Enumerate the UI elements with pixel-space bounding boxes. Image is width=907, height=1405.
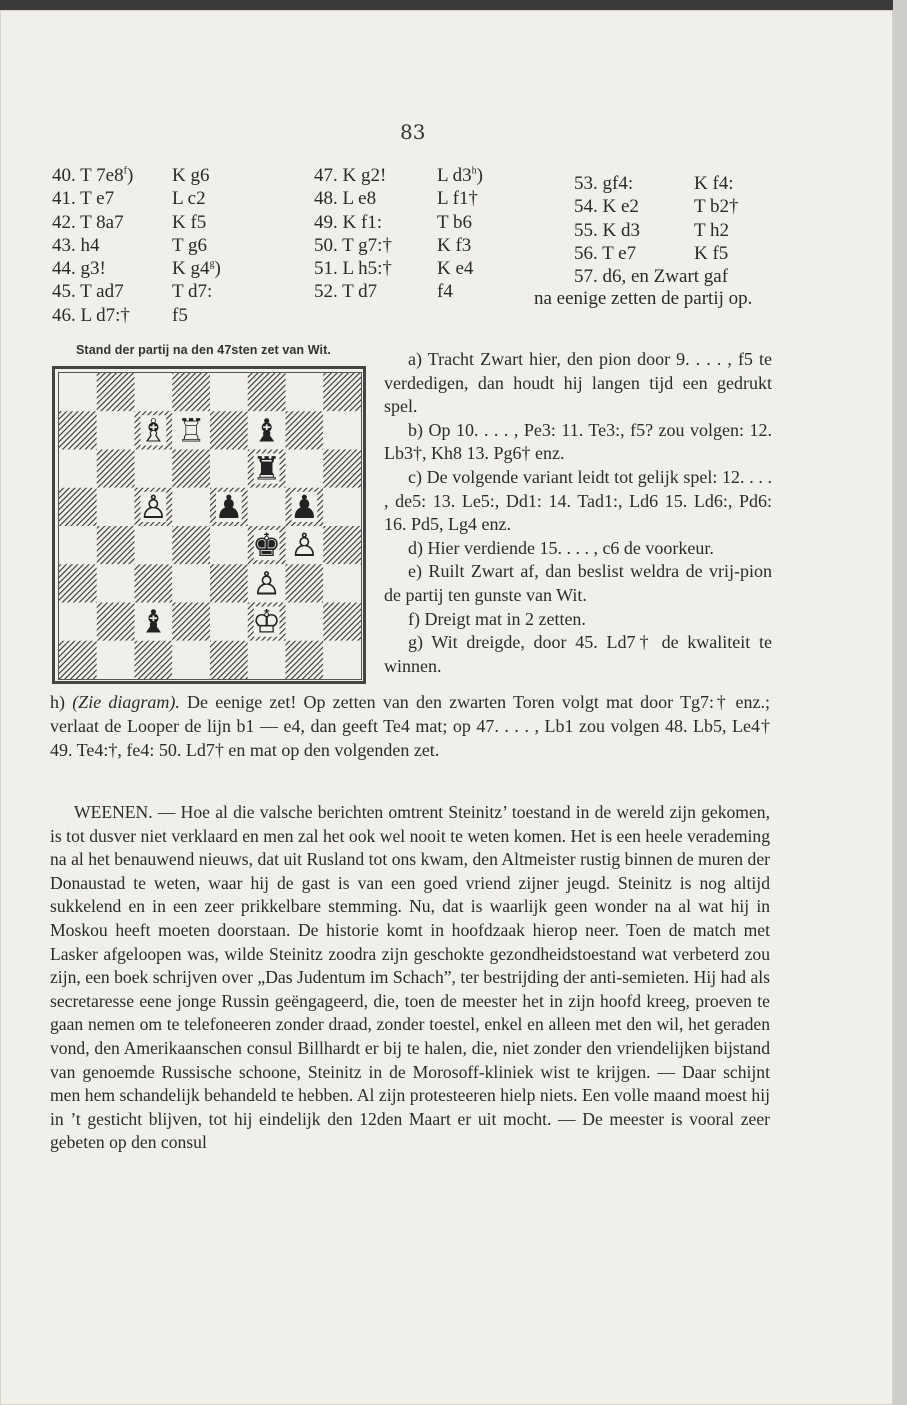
move-row	[574, 265, 739, 288]
move-white: 52. T d7	[314, 281, 378, 303]
light-square	[135, 450, 173, 488]
move-white: 43. h4	[52, 234, 100, 256]
footnote: f) Dreigt mat in 2 zetten.	[408, 608, 586, 629]
move-white: 56. T e7	[574, 242, 637, 264]
light-square	[135, 526, 173, 564]
move-row	[574, 219, 739, 242]
dark-square	[172, 450, 210, 488]
move-white: 41. T e7	[52, 188, 115, 210]
move-black: K f5	[172, 211, 207, 233]
move-black: f4	[437, 281, 453, 303]
dark-square	[286, 411, 324, 449]
footnote: c) De volgende variant leidt tot gelijk spel: 12. . . . , de5: 13. Le5:, Dd1: 14. Tad1:, Ld6 15. Ld6:, Pd6: 16. Pd5, Lg4 enz.	[384, 466, 772, 535]
light-square	[172, 564, 210, 602]
light-square	[97, 488, 135, 526]
move-white: 45. T ad7	[52, 281, 124, 303]
dark-square	[286, 564, 324, 602]
dark-square	[97, 373, 135, 411]
light-square	[59, 450, 97, 488]
move-row	[314, 164, 483, 187]
move-row	[52, 280, 221, 303]
black-pawn-icon: ♟	[290, 487, 319, 526]
move-black: T b2†	[694, 196, 739, 218]
footnote: e) Ruilt Zwart af, dan beslist weldra de vrij-pion de partij ten gunste van Wit.	[384, 561, 772, 605]
move-white: 48. L e8	[314, 188, 377, 210]
chess-board	[58, 372, 362, 680]
move-white: 46. L d7:†	[52, 304, 130, 326]
dark-square	[172, 526, 210, 564]
move-row	[52, 304, 221, 327]
footnote-h	[50, 690, 770, 762]
dark-square	[172, 373, 210, 411]
footnote: a) Tracht Zwart hier, den pion door 9. . . . , f5 te verdedigen, dan houdt hij langen tijd een gedrukt spel.	[384, 349, 772, 417]
light-square	[97, 564, 135, 602]
footnote: d) Hier verdiende 15. . . . , c6 de voorkeur.	[408, 537, 714, 558]
black-bishop-icon: ♝	[139, 602, 168, 641]
moves-column-2	[314, 164, 483, 304]
moves-column-3-tail: na eenige zetten de partij op.	[534, 288, 753, 309]
move-black: K f5	[694, 242, 729, 264]
move-white: 44. g3!	[52, 258, 106, 280]
move-black: K g4$^g$)	[172, 258, 221, 280]
move-white: 55. K d3	[574, 219, 640, 241]
move-row	[314, 211, 483, 234]
light-square	[286, 603, 324, 641]
light-square	[248, 488, 286, 526]
move-black: L c2	[172, 188, 206, 210]
move-black: K e4	[437, 258, 474, 280]
body-paragraph	[50, 801, 770, 1155]
dark-square	[286, 641, 324, 679]
move-row	[52, 257, 221, 280]
move-black: L d3$^h$)	[437, 165, 483, 186]
move-row	[52, 187, 221, 210]
dark-square	[59, 488, 97, 526]
dark-square	[248, 373, 286, 411]
move-white: 53. gf4:	[574, 173, 634, 194]
chess-diagram	[52, 366, 366, 684]
light-square	[97, 411, 135, 449]
dark-square	[210, 564, 248, 602]
black-king-icon: ♚	[252, 526, 281, 565]
dark-square	[97, 450, 135, 488]
move-row	[52, 211, 221, 234]
black-rook-icon: ♜	[252, 449, 281, 488]
light-square	[286, 373, 324, 411]
white-pawn-icon: ♙	[290, 526, 319, 565]
footnote-h-ref: (Zie diagram).	[72, 692, 180, 712]
moves-column-3	[574, 172, 739, 288]
light-square	[323, 488, 361, 526]
move-white: 50. T g7:†	[314, 234, 392, 256]
move-white: 49. K f1:	[314, 211, 383, 233]
dark-square	[210, 411, 248, 449]
move-black: T b6	[437, 211, 473, 233]
dark-square	[135, 564, 173, 602]
dark-square	[323, 373, 361, 411]
dark-square	[59, 641, 97, 679]
dark-square	[323, 603, 361, 641]
light-square	[323, 411, 361, 449]
footnote: b) Op 10. . . . , Pe3: 11. Te3:, f5? zou volgen: 12. Lb3†, Kh8 13. Pg6† enz.	[384, 419, 772, 464]
light-square	[135, 373, 173, 411]
move-black: T d7:	[172, 281, 213, 303]
light-square	[323, 641, 361, 679]
diagram-caption: Stand der partij na den 47sten zet van Wit.	[76, 343, 331, 357]
dark-square	[59, 564, 97, 602]
light-square	[97, 641, 135, 679]
light-square	[210, 450, 248, 488]
move-black: T g6	[172, 234, 208, 256]
move-row	[314, 257, 483, 280]
move-black: f5	[172, 304, 188, 326]
dark-square	[97, 603, 135, 641]
light-square	[59, 526, 97, 564]
move-black: L f1†	[437, 188, 478, 210]
dark-square	[97, 526, 135, 564]
white-pawn-icon: ♙	[252, 564, 281, 603]
dark-square	[135, 641, 173, 679]
move-row	[574, 172, 739, 195]
moves-column-1	[52, 164, 221, 327]
footnote: g) Wit dreigde, door 45. Ld7† de kwaliteit te winnen.	[384, 632, 772, 676]
move-row	[52, 164, 221, 187]
light-square	[59, 373, 97, 411]
move-row	[574, 195, 739, 218]
dark-square	[59, 411, 97, 449]
light-square	[172, 488, 210, 526]
move-black: K f3	[437, 234, 472, 256]
dark-square	[172, 603, 210, 641]
move-row	[314, 187, 483, 210]
light-square	[59, 603, 97, 641]
page-number: 83	[400, 120, 426, 144]
footnote-h-marker: h)	[50, 692, 65, 712]
light-square	[323, 564, 361, 602]
move-white: 47. K g2!	[314, 165, 387, 186]
move-row	[52, 234, 221, 257]
move-white: 40. T 7e8$^f$)	[52, 165, 134, 186]
black-bishop-icon: ♝	[252, 411, 281, 450]
footnote-h-text: De eenige zet! Op zetten van den zwarten Toren volgt mat door Tg7:† enz.; verlaat de Looper de lijn b1 — e4, dan geeft Te4 mat; op 47. . . . , Lb1 zou volgen 48. Lb5, Le4† 49. Te4:†, fe4: 50. Ld7† en mat op den volgenden zet.	[50, 692, 771, 760]
white-pawn-icon: ♙	[139, 487, 168, 526]
move-white: 42. T 8a7	[52, 211, 124, 233]
white-king-icon: ♔	[252, 602, 281, 641]
move-black: T h2	[694, 219, 730, 241]
move-white: 54. K e2	[574, 196, 639, 218]
move-white: 57. d6, en Zwart gaf	[574, 266, 729, 288]
dark-square	[323, 526, 361, 564]
move-black: K f4:	[694, 173, 734, 194]
light-square	[210, 526, 248, 564]
page-edge	[893, 0, 907, 1405]
white-rook-icon: ♖	[176, 411, 206, 450]
white-bishop-icon: ♗	[139, 411, 168, 450]
black-pawn-icon: ♟	[214, 487, 244, 526]
light-square	[210, 373, 248, 411]
dark-square	[323, 450, 361, 488]
light-square	[286, 450, 324, 488]
light-square	[210, 603, 248, 641]
footnotes	[384, 348, 772, 678]
move-black: K g6	[172, 165, 210, 186]
move-row	[314, 234, 483, 257]
dark-square	[210, 641, 248, 679]
light-square	[248, 641, 286, 679]
light-square	[172, 641, 210, 679]
body-text: WEENEN. — Hoe al die valsche berichten omtrent Steinitz’ toestand in de wereld zijn gekomen, is tot dusver niet verklaard en men zal het ook wel nooit te weten komen. Het is een heele verademing na al het benauwend nieuws, dat uit Rusland tot ons kwam, den Altmeister rustig binnen de muren der Donaustad te weten, waar hij de gast is van een goed vriend zijner jeugd. Steinitz is nog altijd sukkelend en in een zeer prikkelbare stemming. Nu, dat is waarlijk geen wonder na al wat hij in Moskou heeft moeten doorstaan. De historie komt in hoofdzaak hierop neer. Toen de match met Lasker afgeloopen was, wilde Steinitz zoodra zijn geschokte gezondheidstoestand wat verbeterd zou zijn, een boek schrijven over „Das Judentum im Schach”, ter bestrijding der anti-semieten. Hij had als secretaresse eene jonge Russin geëngageerd, die, toen de meester het in zijn hoofd kreeg, proeven te gaan nemen om te telefoneeren zonder draad, zonder toestel, enkel en alleen met den wil, het geraden vond, den Amerikaanschen consul Billhardt er bij te halen, die, niet zonder den vriendelijken bijstand van genoemde Russische schoone, Steinitz in de Morosoff-kliniek wist te krijgen. — Daar schijnt men hem schandelijk behandeld te hebben. Al zijn protesteeren hielp niets. Een volle maand moest hij in ’t gesticht blijven, tot hij eindelijk den 12den Maart er uit mocht. — De meester is vooral zeer gebeten op den consul	[50, 802, 770, 1153]
move-row	[314, 280, 483, 303]
move-white: 51. L h5:†	[314, 258, 392, 280]
move-row	[574, 242, 739, 265]
